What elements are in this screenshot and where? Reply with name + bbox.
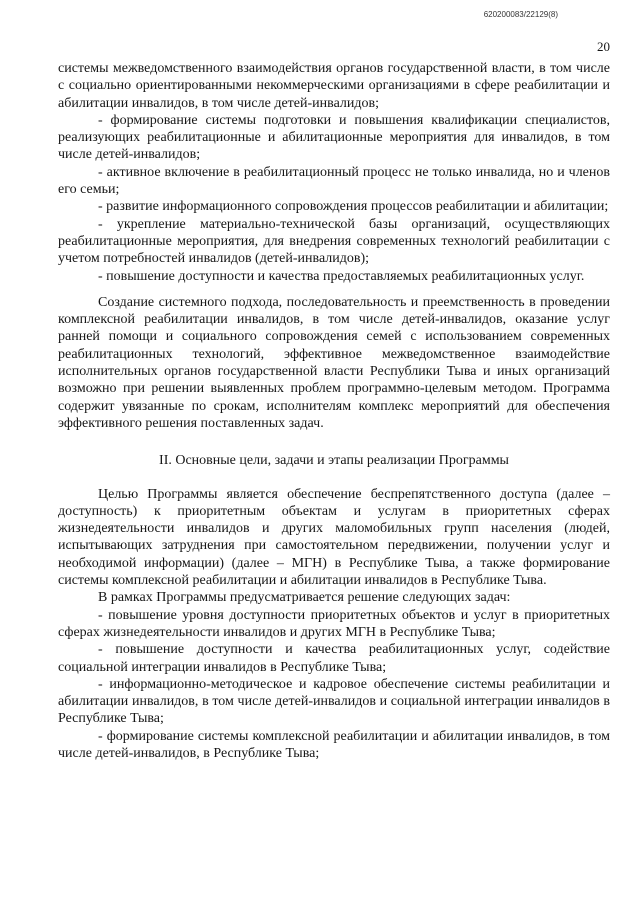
list-item: - информационно-методическое и кадровое обеспечение системы реабилитации и абилитации инвалидов, в том числе детей-инвалидов и социальной интеграции инвалидов в Республике Тыва; — [58, 676, 610, 727]
list-item: - развитие информационного сопровождения процессов реабилитации и абилитации; — [98, 199, 609, 215]
page-number: 20 — [597, 39, 610, 54]
paragraph-intro: системы межведомственного взаимодействия органов государственной власти, в том числе с социально ориентированными некоммерческими организациями в сфере реабилитации и абилитации инвалидов, в том числе детей-инвалидов; — [58, 61, 610, 111]
list-item: - повышение уровня доступности приоритетных объектов и услуг в приоритетных сферах жизнедеятельности инвалидов и других МГН в Республике Тыва; — [58, 607, 610, 640]
list-item: - повышение доступности и качества реабилитационных услуг, содействие социальной интеграции инвалидов в Республике Тыва; — [58, 642, 610, 675]
list-item: - формирование системы подготовки и повышения квалификации специалистов, реализующих реабилитационные и абилитационные мероприятия для инвалидов, в том числе детей-инвалидов; — [58, 112, 610, 163]
list-item: - формирование системы комплексной реабилитации и абилитации инвалидов, в том числе детей-инвалидов, в Республике Тыва; — [58, 728, 610, 761]
paragraph-tasks-intro: В рамках Программы предусматривается решение следующих задач: — [98, 590, 511, 606]
paragraph-conclusion: Создание системного подхода, последовательность и преемственность в проведении комплексной реабилитации инвалидов, в том числе детей-инвалидов, оказание услуг ранней помощи и социального сопровождения семей с использованием современных реабилитационных технологий, эффективное межведомственное взаимодействие исполнительных органов государственной власти Республики Тыва и иных организаций возможно при решении выявленных проблем программно-целевым методом. Программа содержит увязанные по срокам, исполнителям комплекс мероприятий для обеспечения эффективного решения поставленных задач. — [58, 294, 610, 431]
section-heading: II. Основные цели, задачи и этапы реализации Программы — [159, 453, 509, 469]
paragraph-goal: Целью Программы является обеспечение беспрепятственного доступа (далее – доступность) к приоритетным объектам и услугам в приоритетных сферах жизнедеятельности инвалидов и других маломобильных групп населения (людей, испытывающих затруднения при самостоятельном передвижении, получении услуг и необходимой информации) (далее – МГН) в Республике Тыва, а также формирование системы комплексной реабилитации и абилитации инвалидов в Республике Тыва. — [58, 486, 610, 589]
document-id: 620200083/22129(8) — [483, 10, 558, 19]
list-item: - повышение доступности и качества предоставляемых реабилитационных услуг. — [98, 268, 585, 284]
list-item: - активное включение в реабилитационный процесс не только инвалида, но и членов его семьи; — [58, 164, 610, 198]
list-item: - укрепление материально-технической базы организаций, осуществляющих реабилитационные мероприятия, для внедрения современных технологий реабилитации с учетом потребностей инвалидов (детей-инвалидов); — [58, 216, 610, 267]
body-text — [58, 60, 610, 762]
